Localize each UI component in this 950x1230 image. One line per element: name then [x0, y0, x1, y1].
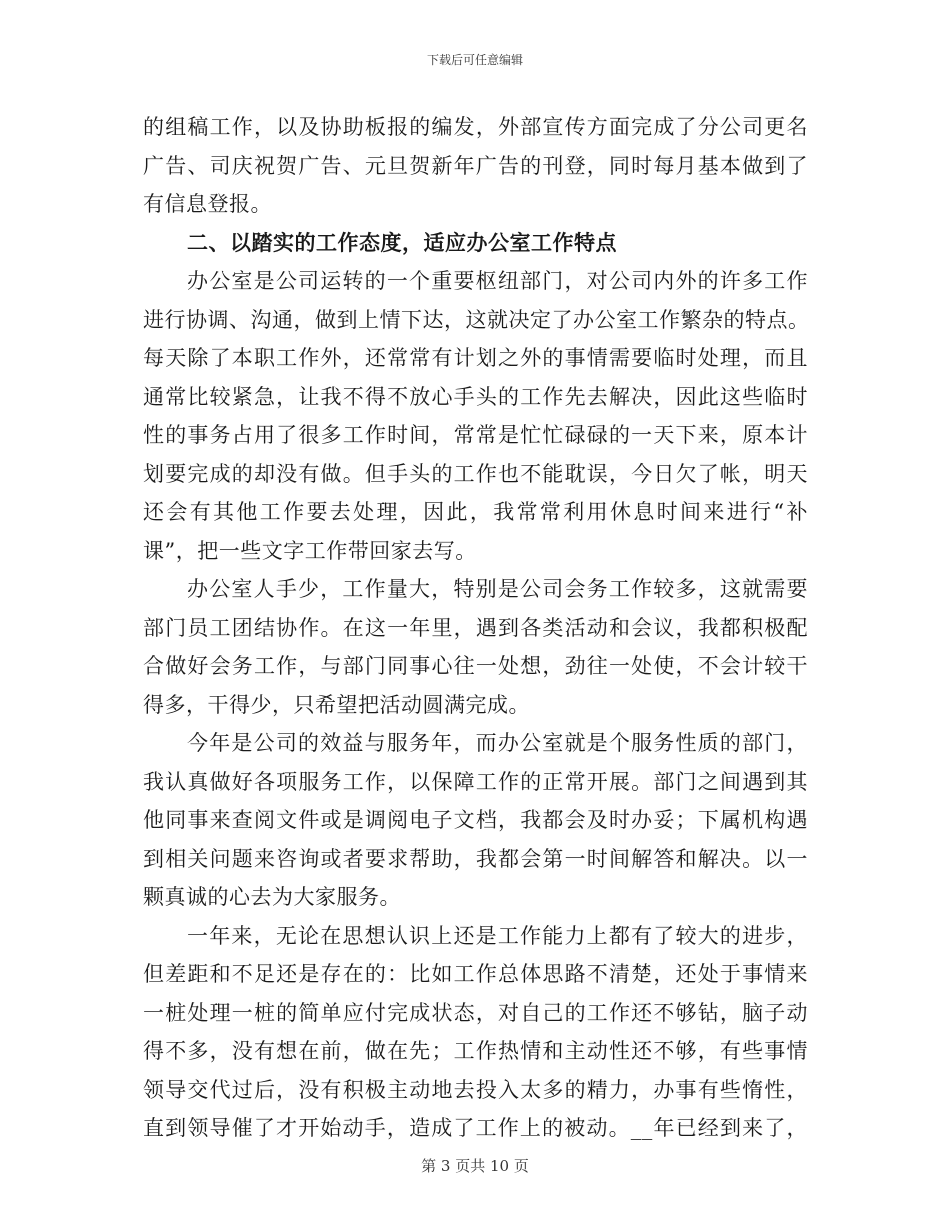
text-line: 广告、司庆祝贺广告、元旦贺新年广告的刊登，同时每月基本做到了	[143, 153, 808, 178]
document-body	[143, 108, 808, 1148]
text-line: 得不多，没有想在前，做在先；工作热情和主动性还不够，有些事情	[143, 1039, 808, 1063]
page-footer: 第 3 页共 10 页	[421, 1157, 529, 1175]
text-line: 办公室人手少，工作量大，特别是公司会务工作较多，这就需要	[187, 577, 808, 601]
text-line: 划要完成的却没有做。但手头的工作也不能耽误，今日欠了帐，明天	[143, 461, 808, 486]
text-line: 的组稿工作，以及协助板报的编发，外部宣传方面完成了分公司更名	[143, 115, 808, 139]
text-line: 还会有其他工作要去处理，因此，我常常利用休息时间来进行“补	[143, 500, 808, 524]
text-line: 一年来，无论在思想认识上还是工作能力上都有了较大的进步，	[187, 923, 808, 948]
text-line: 课”，把一些文字工作带回家去写。	[143, 538, 477, 563]
text-line: 颗真诚的心去为大家服务。	[143, 885, 401, 909]
text-line: 他同事来查阅文件或是调阅电子文档，我都会及时办妥；下属机构遇	[143, 808, 808, 832]
text-line: 今年是公司的效益与服务年，而办公室就是个服务性质的部门，	[187, 731, 808, 755]
text-line: 我认真做好各项服务工作，以保障工作的正常开展。部门之间遇到其	[143, 769, 808, 794]
text-line: 一桩处理一桩的简单应付完成状态，对自己的工作还不够钻，脑子动	[143, 1000, 808, 1025]
text-line: 进行协调、沟通，做到上情下达，这就决定了办公室工作繁杂的特点。	[143, 307, 810, 332]
page-header: 下载后可任意编辑	[426, 53, 523, 67]
text-line: 但差距和不足还是存在的：比如工作总体思路不清楚，还处于事情来	[143, 962, 808, 986]
text-line: 得多，干得少，只希望把活动圆满完成。	[143, 692, 530, 717]
text-line: 有信息登报。	[143, 192, 272, 216]
text-line: 办公室是公司运转的一个重要枢纽部门，对公司内外的许多工作	[187, 269, 808, 293]
text-line: 直到领导催了才开始动手，造成了工作上的被动。__年已经到来了，	[143, 1116, 808, 1140]
text-line: 通常比较紧急，让我不得不放心手头的工作先去解决，因此这些临时	[143, 384, 808, 409]
text-line: 部门员工团结协作。在这一年里，遇到各类活动和会议，我都积极配	[143, 615, 808, 640]
section-heading: 二、以踏实的工作态度，适应办公室工作特点	[187, 230, 617, 255]
text-line: 每天除了本职工作外，还常常有计划之外的事情需要临时处理，而且	[143, 346, 808, 370]
text-line: 领导交代过后，没有积极主动地去投入太多的精力，办事有些惰性，	[143, 1077, 808, 1102]
text-line: 到相关问题来咨询或者要求帮助，我都会第一时间解答和解决。以一	[143, 846, 808, 871]
text-line: 合做好会务工作，与部门同事心往一处想，劲往一处使，不会计较干	[143, 654, 808, 678]
text-line: 性的事务占用了很多工作时间，常常是忙忙碌碌的一天下来，原本计	[143, 423, 808, 447]
